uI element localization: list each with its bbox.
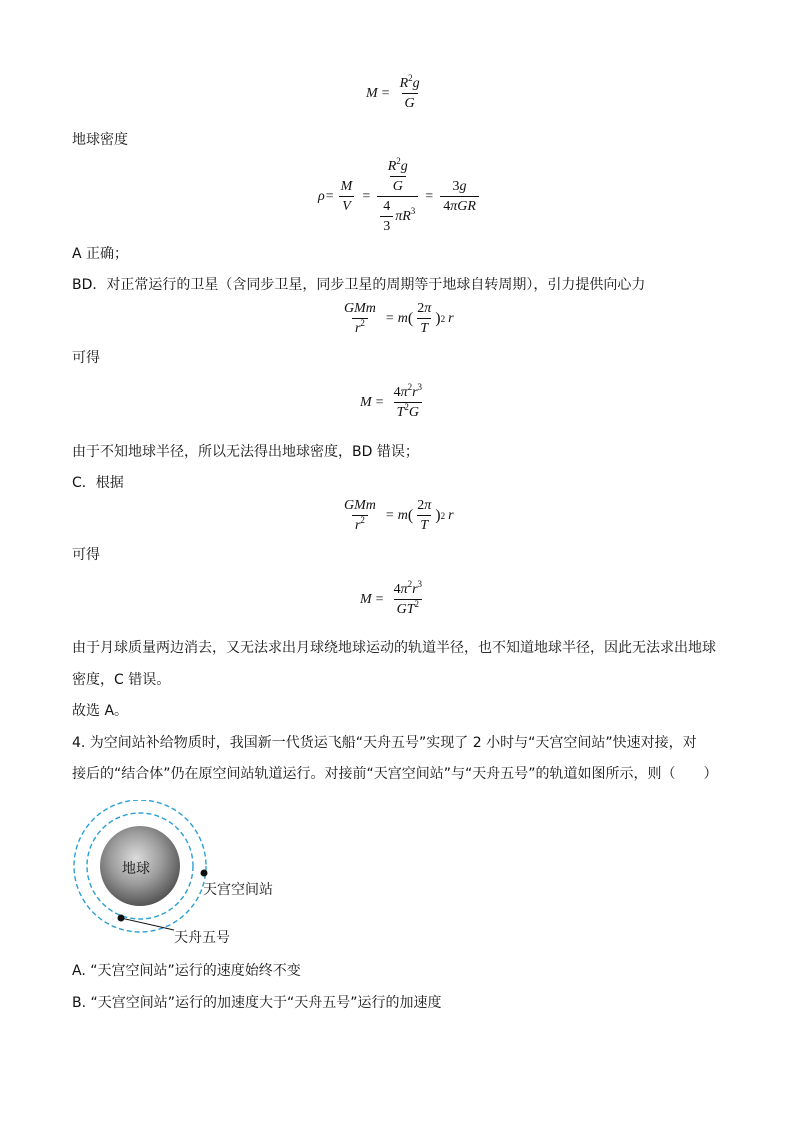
statement-c-intro: C．根据 [72,475,124,491]
earth-label: 地球 [122,861,150,877]
equation-gravity-2: $\frac{\text{GMm}}{r^2}$ = m ( $\frac{2\pi}{T}$ ) 2 r [344,498,454,533]
option-a: A. “天宫空间站”运行的速度始终不变 [72,963,301,979]
question-4-line-1: 4. 为空间站补给物质时，我国新一代货运飞船“天舟五号”实现了 2 小时与“天宫空间站”快速对接，对 [72,735,697,751]
earth-density-label: 地球密度 [72,132,128,148]
station-dot [201,870,208,877]
ke-de-1: 可得 [72,350,100,366]
equation-mass-3: M = $\frac{4\pi^2r^3}{GT^2}$ [360,579,423,617]
statement-c-conclusion-2: 密度，C 错误。 [72,672,171,688]
ship-label: 天舟五号 [174,930,230,946]
ke-de-2: 可得 [72,547,100,563]
statement-bd-conclusion: 由于不知地球半径，所以无法得出地球密度，BD 错误； [72,444,419,460]
statement-c-conclusion-1: 由于月球质量两边消去，又无法求出月球绕地球运动的轨道半径，也不知道地球半径，因此无法求出地球 [72,640,716,656]
statement-bd-intro: BD．对正常运行的卫星（含同步卫星，同步卫星的周期等于地球自转周期），引力提供向心力 [72,277,646,293]
equation-mass: M = $\frac{R^2g}{G}$ [366,73,420,111]
equation-mass-2: M = $\frac{4\pi^2r^3}{T^2G}$ [360,382,423,420]
equation-density: ρ = $\frac{M}{V}$ = $\frac{R^2g}{G}$ $\frac{4}{3}$ $\pi R^3$ = $\frac{3g}{\text{4πGR}}$ [318,158,482,235]
station-label: 天宫空间站 [203,882,273,898]
ship-pointer-line [121,918,174,930]
question-4-line-2: 接后的“结合体”仍在原空间站轨道运行。对接前“天宫空间站”与“天舟五号”的轨道如图所示，则（ ） [72,766,718,782]
answer-statement: 故选 A。 [72,703,129,719]
equation-gravity-1: $\frac{\text{GMm}}{r^2}$ = m ( $\frac{2\pi}{T}$ ) 2 r [344,301,454,336]
statement-a-correct: A 正确； [72,246,129,262]
orbit-figure [70,800,300,950]
option-b: B. “天宫空间站”运行的加速度大于“天舟五号”运行的加速度 [72,995,442,1011]
